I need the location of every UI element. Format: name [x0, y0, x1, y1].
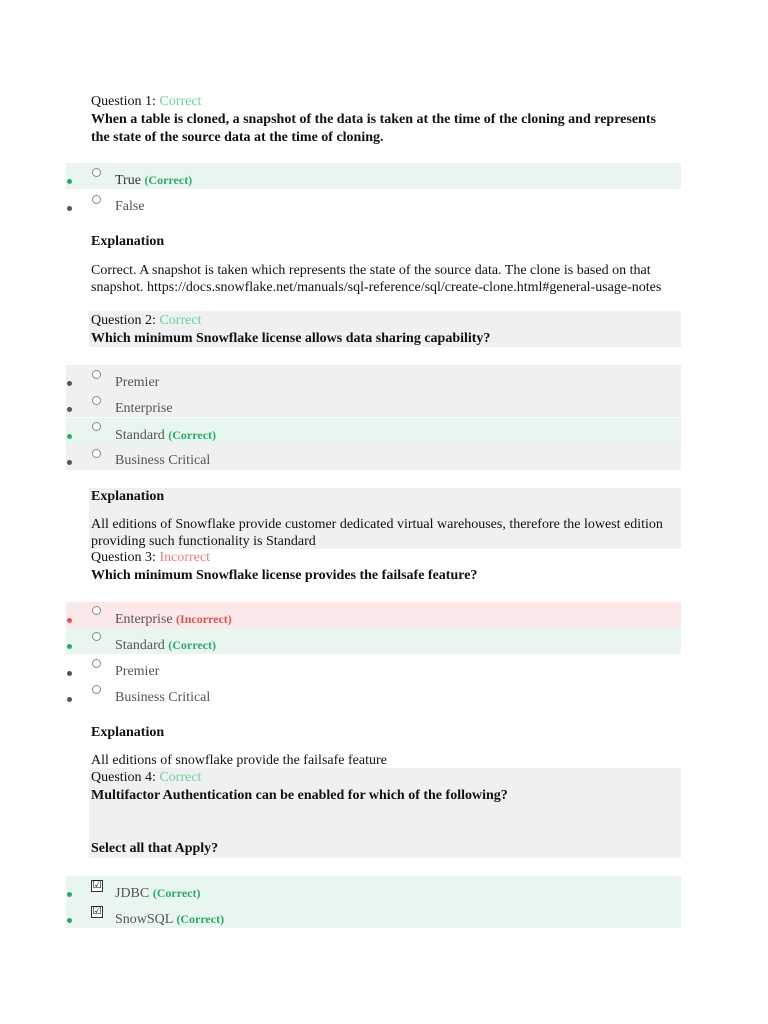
radio-button[interactable] — [92, 685, 101, 694]
question-1-text: When a table is cloned, a snapshot of the data is taken at the time of the cloning and represents the state of the source data at the time of cloning. — [91, 112, 656, 145]
question-3-label: Question 3: — [91, 550, 156, 565]
question-2-option-business-critical[interactable] — [115, 453, 210, 469]
question-4-status: Correct — [159, 770, 202, 785]
radio-button[interactable] — [92, 168, 101, 177]
radio-button[interactable] — [92, 449, 101, 458]
option-label: Business Critical — [115, 453, 211, 468]
option-label: Business Critical — [115, 690, 211, 705]
question-1-option-true[interactable] — [115, 173, 192, 189]
list-bullet — [67, 618, 72, 623]
radio-button[interactable] — [92, 632, 101, 641]
list-bullet — [67, 179, 72, 184]
radio-button[interactable] — [92, 422, 101, 431]
question-1-label: Question 1: — [91, 94, 156, 109]
radio-button[interactable] — [92, 195, 101, 204]
question-4-header — [91, 770, 201, 786]
question-2-status: Correct — [159, 313, 202, 328]
question-4-option-jdbc[interactable] — [115, 886, 200, 902]
radio-button[interactable] — [92, 370, 101, 379]
option-correct-tag: (Correct) — [168, 428, 217, 442]
radio-button[interactable] — [92, 606, 101, 615]
list-bullet — [67, 407, 72, 412]
question-2-text: Which minimum Snowflake license allows data sharing capability? — [91, 331, 491, 346]
list-bullet — [67, 434, 72, 439]
question-3-option-premier[interactable] — [115, 664, 159, 680]
option-label: Standard — [115, 428, 165, 443]
question-4-label: Question 4: — [91, 770, 156, 785]
option-label: Standard — [115, 638, 165, 653]
question-2-header — [91, 313, 201, 329]
question-3-text: Which minimum Snowflake license provides the failsafe feature? — [91, 568, 478, 583]
question-2-explanation: All editions of Snowflake provide customer dedicated virtual warehouses, therefore the lowest edition providing such functionality is Standard — [91, 517, 663, 549]
question-2-option-standard[interactable] — [115, 428, 216, 444]
option-incorrect-tag: (Incorrect) — [176, 612, 232, 626]
list-bullet — [67, 381, 72, 386]
list-bullet — [67, 644, 72, 649]
question-3-header — [91, 550, 210, 566]
question-3-option-standard[interactable] — [115, 638, 216, 654]
option-correct-tag: (Correct) — [168, 638, 217, 652]
list-bullet — [67, 671, 72, 676]
question-1-header — [91, 94, 201, 110]
radio-button[interactable] — [92, 396, 101, 405]
checkbox-checked[interactable]: ☑ — [92, 880, 102, 891]
question-3-status: Incorrect — [159, 550, 210, 565]
radio-button[interactable] — [92, 659, 101, 668]
option-label: SnowSQL — [115, 912, 173, 927]
option-correct-tag: (Correct) — [152, 886, 201, 900]
question-4-subtext: Select all that Apply? — [91, 841, 219, 856]
option-label: Enterprise — [115, 612, 173, 627]
option-label: Premier — [115, 664, 160, 679]
option-correct-tag: (Correct) — [176, 912, 225, 926]
question-4-option-snowsql[interactable] — [115, 912, 224, 928]
option-label: True — [115, 173, 141, 188]
explanation-title: Explanation — [91, 234, 165, 249]
list-bullet — [67, 918, 72, 923]
question-4-text: Multifactor Authentication can be enabled for which of the following? — [91, 788, 508, 803]
option-label: JDBC — [115, 886, 150, 901]
question-2-option-premier[interactable] — [115, 375, 159, 391]
list-bullet — [67, 892, 72, 897]
option-label: Premier — [115, 375, 160, 390]
question-3-option-business-critical[interactable] — [115, 690, 210, 706]
list-bullet — [67, 697, 72, 702]
checkbox-checked[interactable]: ☑ — [92, 906, 102, 917]
question-1-explanation: Correct. A snapshot is taken which represents the state of the source data. The clone is based on that snapshot. https://docs.snowflake.net/manuals/sql-reference/sql/create-clone.html#general-usage-notes — [91, 263, 662, 295]
question-1-status: Correct — [159, 94, 202, 109]
question-2-label: Question 2: — [91, 313, 156, 328]
question-3-explanation: All editions of snowflake provide the failsafe feature — [91, 753, 387, 768]
list-bullet — [67, 206, 72, 211]
option-label: Enterprise — [115, 401, 173, 416]
option-correct-tag: (Correct) — [144, 173, 193, 187]
explanation-title: Explanation — [91, 725, 165, 740]
option-label: False — [115, 199, 145, 214]
question-3-option-enterprise[interactable] — [115, 612, 232, 628]
question-2-option-enterprise[interactable] — [115, 401, 173, 417]
list-bullet — [67, 460, 72, 465]
explanation-title: Explanation — [91, 489, 165, 504]
question-1-option-false[interactable] — [115, 199, 145, 215]
